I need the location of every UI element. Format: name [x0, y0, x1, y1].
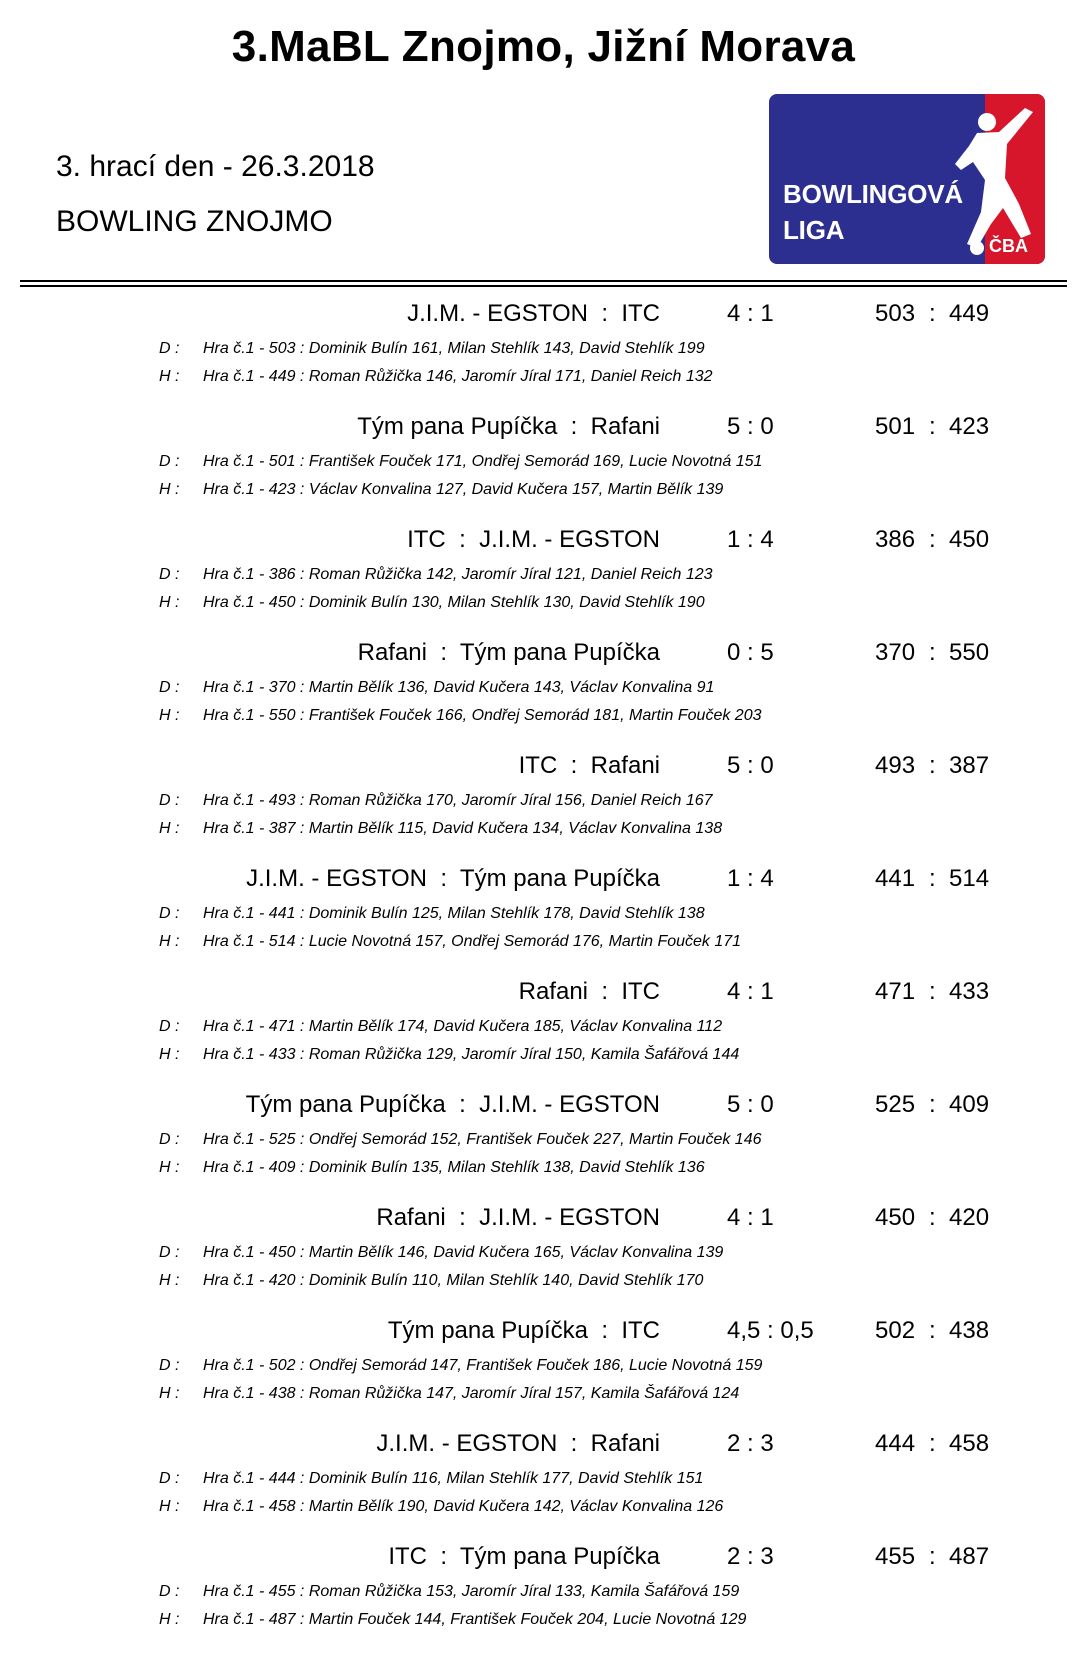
- home-team-detail: [0, 566, 1087, 588]
- score-separator: :: [929, 1430, 936, 1457]
- match-score-away: 514: [949, 865, 990, 892]
- match-score-away: 420: [949, 1204, 990, 1231]
- match-score-away: 438: [949, 1317, 990, 1344]
- match-teams: Rafani : Tým pana Pupíčka: [357, 639, 660, 666]
- away-team-detail: [0, 1611, 1087, 1633]
- detail-text: Hra č.1 - 455 : Roman Růžička 153, Jaromír Jíral 133, Kamila Šafářová 159: [203, 1583, 740, 1600]
- match-teams: J.I.M. - EGSTON : Rafani: [376, 1430, 660, 1457]
- away-team-detail: [0, 1498, 1087, 1520]
- venue-name: BOWLING ZNOJMO: [56, 205, 333, 238]
- match-points: 1 : 4: [727, 526, 774, 553]
- match-teams: J.I.M. - EGSTON : Tým pana Pupíčka: [246, 865, 660, 892]
- detail-text: Hra č.1 - 449 : Roman Růžička 146, Jaromír Jíral 171, Daniel Reich 132: [203, 368, 713, 385]
- match-score-away: 450: [949, 526, 990, 553]
- home-team-detail: [0, 792, 1087, 814]
- away-team-detail: [0, 707, 1087, 729]
- match-score-home: 455: [875, 1543, 916, 1570]
- match-result-line: [0, 526, 1087, 562]
- detail-label: D :: [159, 1018, 180, 1035]
- match-points: 5 : 0: [727, 752, 774, 779]
- match-score-home: 503: [875, 300, 916, 327]
- detail-label: H :: [159, 1611, 180, 1628]
- match-result-line: [0, 1317, 1087, 1353]
- detail-text: Hra č.1 - 420 : Dominik Bulín 110, Milan Stehlík 140, David Stehlík 170: [203, 1272, 704, 1289]
- detail-text: Hra č.1 - 370 : Martin Bělík 136, David Kučera 143, Václav Konvalina 91: [203, 679, 715, 696]
- detail-text: Hra č.1 - 458 : Martin Bělík 190, David Kučera 142, Václav Konvalina 126: [203, 1498, 724, 1515]
- home-team-detail: [0, 1470, 1087, 1492]
- detail-text: Hra č.1 - 450 : Dominik Bulín 130, Milan Stehlík 130, David Stehlík 190: [203, 594, 705, 611]
- match-teams: Tým pana Pupíčka : J.I.M. - EGSTON: [245, 1091, 660, 1118]
- detail-text: Hra č.1 - 525 : Ondřej Semorád 152, František Fouček 227, Martin Fouček 146: [203, 1131, 762, 1148]
- detail-text: Hra č.1 - 386 : Roman Růžička 142, Jaromír Jíral 121, Daniel Reich 123: [203, 566, 713, 583]
- score-separator: :: [929, 1317, 936, 1344]
- logo-text-line1: BOWLINGOVÁ: [783, 179, 963, 209]
- page-title: 3.MaBL Znojmo, Jižní Morava: [231, 22, 856, 71]
- match-points: 2 : 3: [727, 1543, 774, 1570]
- match-teams: ITC : J.I.M. - EGSTON: [407, 526, 660, 553]
- home-team-detail: [0, 340, 1087, 362]
- detail-text: Hra č.1 - 514 : Lucie Novotná 157, Ondřej Semorád 176, Martin Fouček 171: [203, 933, 742, 950]
- detail-label: D :: [159, 1244, 180, 1261]
- match-result-line: [0, 413, 1087, 449]
- detail-label: H :: [159, 368, 180, 385]
- match-points: 4 : 1: [727, 300, 774, 327]
- home-team-detail: [0, 1583, 1087, 1605]
- away-team-detail: [0, 481, 1087, 503]
- match-points: 5 : 0: [727, 1091, 774, 1118]
- game-day-date: 3. hrací den - 26.3.2018: [56, 150, 375, 183]
- detail-label: H :: [159, 594, 180, 611]
- match-score-home: 444: [875, 1430, 916, 1457]
- match-result-line: [0, 752, 1087, 788]
- score-separator: :: [929, 865, 936, 892]
- home-team-detail: [0, 453, 1087, 475]
- detail-label: D :: [159, 566, 180, 583]
- match-score-away: 423: [949, 413, 990, 440]
- detail-text: Hra č.1 - 387 : Martin Bělík 115, David Kučera 134, Václav Konvalina 138: [203, 820, 723, 837]
- match-score-home: 525: [875, 1091, 916, 1118]
- detail-text: Hra č.1 - 501 : František Fouček 171, Ondřej Semorád 169, Lucie Novotná 151: [203, 453, 763, 470]
- match-result-line: [0, 978, 1087, 1014]
- match-block: [0, 865, 1087, 978]
- away-team-detail: [0, 368, 1087, 390]
- match-block: [0, 978, 1087, 1091]
- detail-label: D :: [159, 905, 180, 922]
- match-score-away: 433: [949, 978, 990, 1005]
- match-teams: J.I.M. - EGSTON : ITC: [407, 300, 660, 327]
- header-divider-bottom: [20, 285, 1067, 287]
- detail-label: H :: [159, 707, 180, 724]
- match-block: [0, 300, 1087, 413]
- match-score-home: 450: [875, 1204, 916, 1231]
- match-score-home: 471: [875, 978, 916, 1005]
- match-points: 4 : 1: [727, 1204, 774, 1231]
- away-team-detail: [0, 1385, 1087, 1407]
- score-separator: :: [929, 1543, 936, 1570]
- match-score-away: 550: [949, 639, 990, 666]
- detail-text: Hra č.1 - 438 : Roman Růžička 147, Jaromír Jíral 157, Kamila Šafářová 124: [203, 1385, 740, 1402]
- score-separator: :: [929, 1091, 936, 1118]
- detail-text: Hra č.1 - 409 : Dominik Bulín 135, Milan Stehlík 138, David Stehlík 136: [203, 1159, 705, 1176]
- score-separator: :: [929, 639, 936, 666]
- detail-label: H :: [159, 1159, 180, 1176]
- match-points: 4 : 1: [727, 978, 774, 1005]
- match-block: [0, 1430, 1087, 1543]
- match-teams: Rafani : J.I.M. - EGSTON: [376, 1204, 660, 1231]
- score-separator: :: [929, 526, 936, 553]
- match-score-home: 501: [875, 413, 916, 440]
- match-block: [0, 1543, 1087, 1656]
- score-separator: :: [929, 978, 936, 1005]
- header-divider-top: [20, 280, 1067, 282]
- away-team-detail: [0, 594, 1087, 616]
- match-score-home: 502: [875, 1317, 916, 1344]
- match-score-away: 387: [949, 752, 990, 779]
- match-score-home: 493: [875, 752, 916, 779]
- match-block: [0, 1091, 1087, 1204]
- detail-label: D :: [159, 1583, 180, 1600]
- match-score-home: 370: [875, 639, 916, 666]
- detail-label: H :: [159, 1272, 180, 1289]
- match-block: [0, 413, 1087, 526]
- match-points: 2 : 3: [727, 1430, 774, 1457]
- detail-text: Hra č.1 - 433 : Roman Růžička 129, Jaromír Jíral 150, Kamila Šafářová 144: [203, 1046, 740, 1063]
- away-team-detail: [0, 820, 1087, 842]
- home-team-detail: [0, 1131, 1087, 1153]
- match-teams: Rafani : ITC: [518, 978, 660, 1005]
- match-teams: Tým pana Pupíčka : Rafani: [357, 413, 660, 440]
- detail-label: D :: [159, 1131, 180, 1148]
- match-score-home: 386: [875, 526, 916, 553]
- match-block: [0, 1317, 1087, 1430]
- match-teams: ITC : Tým pana Pupíčka: [388, 1543, 660, 1570]
- match-points: 1 : 4: [727, 865, 774, 892]
- detail-text: Hra č.1 - 441 : Dominik Bulín 125, Milan Stehlík 178, David Stehlík 138: [203, 905, 705, 922]
- detail-label: H :: [159, 1385, 180, 1402]
- match-result-line: [0, 1430, 1087, 1466]
- detail-label: D :: [159, 792, 180, 809]
- score-separator: :: [929, 1204, 936, 1231]
- detail-label: D :: [159, 453, 180, 470]
- detail-label: D :: [159, 1470, 180, 1487]
- detail-text: Hra č.1 - 487 : Martin Fouček 144, František Fouček 204, Lucie Novotná 129: [203, 1611, 747, 1628]
- detail-text: Hra č.1 - 493 : Roman Růžička 170, Jaromír Jíral 156, Daniel Reich 167: [203, 792, 713, 809]
- match-block: [0, 526, 1087, 639]
- match-score-home: 441: [875, 865, 916, 892]
- match-result-line: [0, 300, 1087, 336]
- home-team-detail: [0, 1357, 1087, 1379]
- match-result-line: [0, 1204, 1087, 1240]
- detail-label: H :: [159, 933, 180, 950]
- detail-label: H :: [159, 1498, 180, 1515]
- detail-text: Hra č.1 - 550 : František Fouček 166, Ondřej Semorád 181, Martin Fouček 203: [203, 707, 762, 724]
- away-team-detail: [0, 1046, 1087, 1068]
- match-result-line: [0, 865, 1087, 901]
- match-points: 0 : 5: [727, 639, 774, 666]
- detail-label: D :: [159, 340, 180, 357]
- detail-text: Hra č.1 - 502 : Ondřej Semorád 147, František Fouček 186, Lucie Novotná 159: [203, 1357, 763, 1374]
- match-result-line: [0, 1543, 1087, 1579]
- logo-cba: ČBA: [989, 236, 1028, 256]
- score-separator: :: [929, 413, 936, 440]
- match-block: [0, 752, 1087, 865]
- bowling-ball-icon: [970, 241, 984, 255]
- logo-text-line2: LIGA: [783, 215, 845, 245]
- match-result-line: [0, 1091, 1087, 1127]
- match-block: [0, 1204, 1087, 1317]
- score-separator: :: [929, 752, 936, 779]
- match-teams: Tým pana Pupíčka : ITC: [387, 1317, 660, 1344]
- match-score-away: 409: [949, 1091, 990, 1118]
- detail-label: D :: [159, 1357, 180, 1374]
- away-team-detail: [0, 933, 1087, 955]
- detail-text: Hra č.1 - 503 : Dominik Bulín 161, Milan Stehlík 143, David Stehlík 199: [203, 340, 705, 357]
- home-team-detail: [0, 905, 1087, 927]
- match-score-away: 487: [949, 1543, 990, 1570]
- match-result-line: [0, 639, 1087, 675]
- home-team-detail: [0, 679, 1087, 701]
- match-score-away: 458: [949, 1430, 990, 1457]
- logo-text: [783, 176, 963, 248]
- score-separator: :: [929, 300, 936, 327]
- detail-label: D :: [159, 679, 180, 696]
- match-teams: ITC : Rafani: [518, 752, 660, 779]
- detail-label: H :: [159, 481, 180, 498]
- league-logo: [769, 94, 1045, 264]
- detail-label: H :: [159, 1046, 180, 1063]
- detail-text: Hra č.1 - 450 : Martin Bělík 146, David Kučera 165, Václav Konvalina 139: [203, 1244, 724, 1261]
- home-team-detail: [0, 1018, 1087, 1040]
- home-team-detail: [0, 1244, 1087, 1266]
- match-points: 4,5 : 0,5: [727, 1317, 814, 1344]
- detail-text: Hra č.1 - 423 : Václav Konvalina 127, David Kučera 157, Martin Bělík 139: [203, 481, 724, 498]
- detail-label: H :: [159, 820, 180, 837]
- match-points: 5 : 0: [727, 413, 774, 440]
- away-team-detail: [0, 1159, 1087, 1181]
- detail-text: Hra č.1 - 471 : Martin Bělík 174, David Kučera 185, Václav Konvalina 112: [203, 1018, 723, 1035]
- away-team-detail: [0, 1272, 1087, 1294]
- match-block: [0, 639, 1087, 752]
- match-score-away: 449: [949, 300, 990, 327]
- detail-text: Hra č.1 - 444 : Dominik Bulín 116, Milan Stehlík 177, David Stehlík 151: [203, 1470, 704, 1487]
